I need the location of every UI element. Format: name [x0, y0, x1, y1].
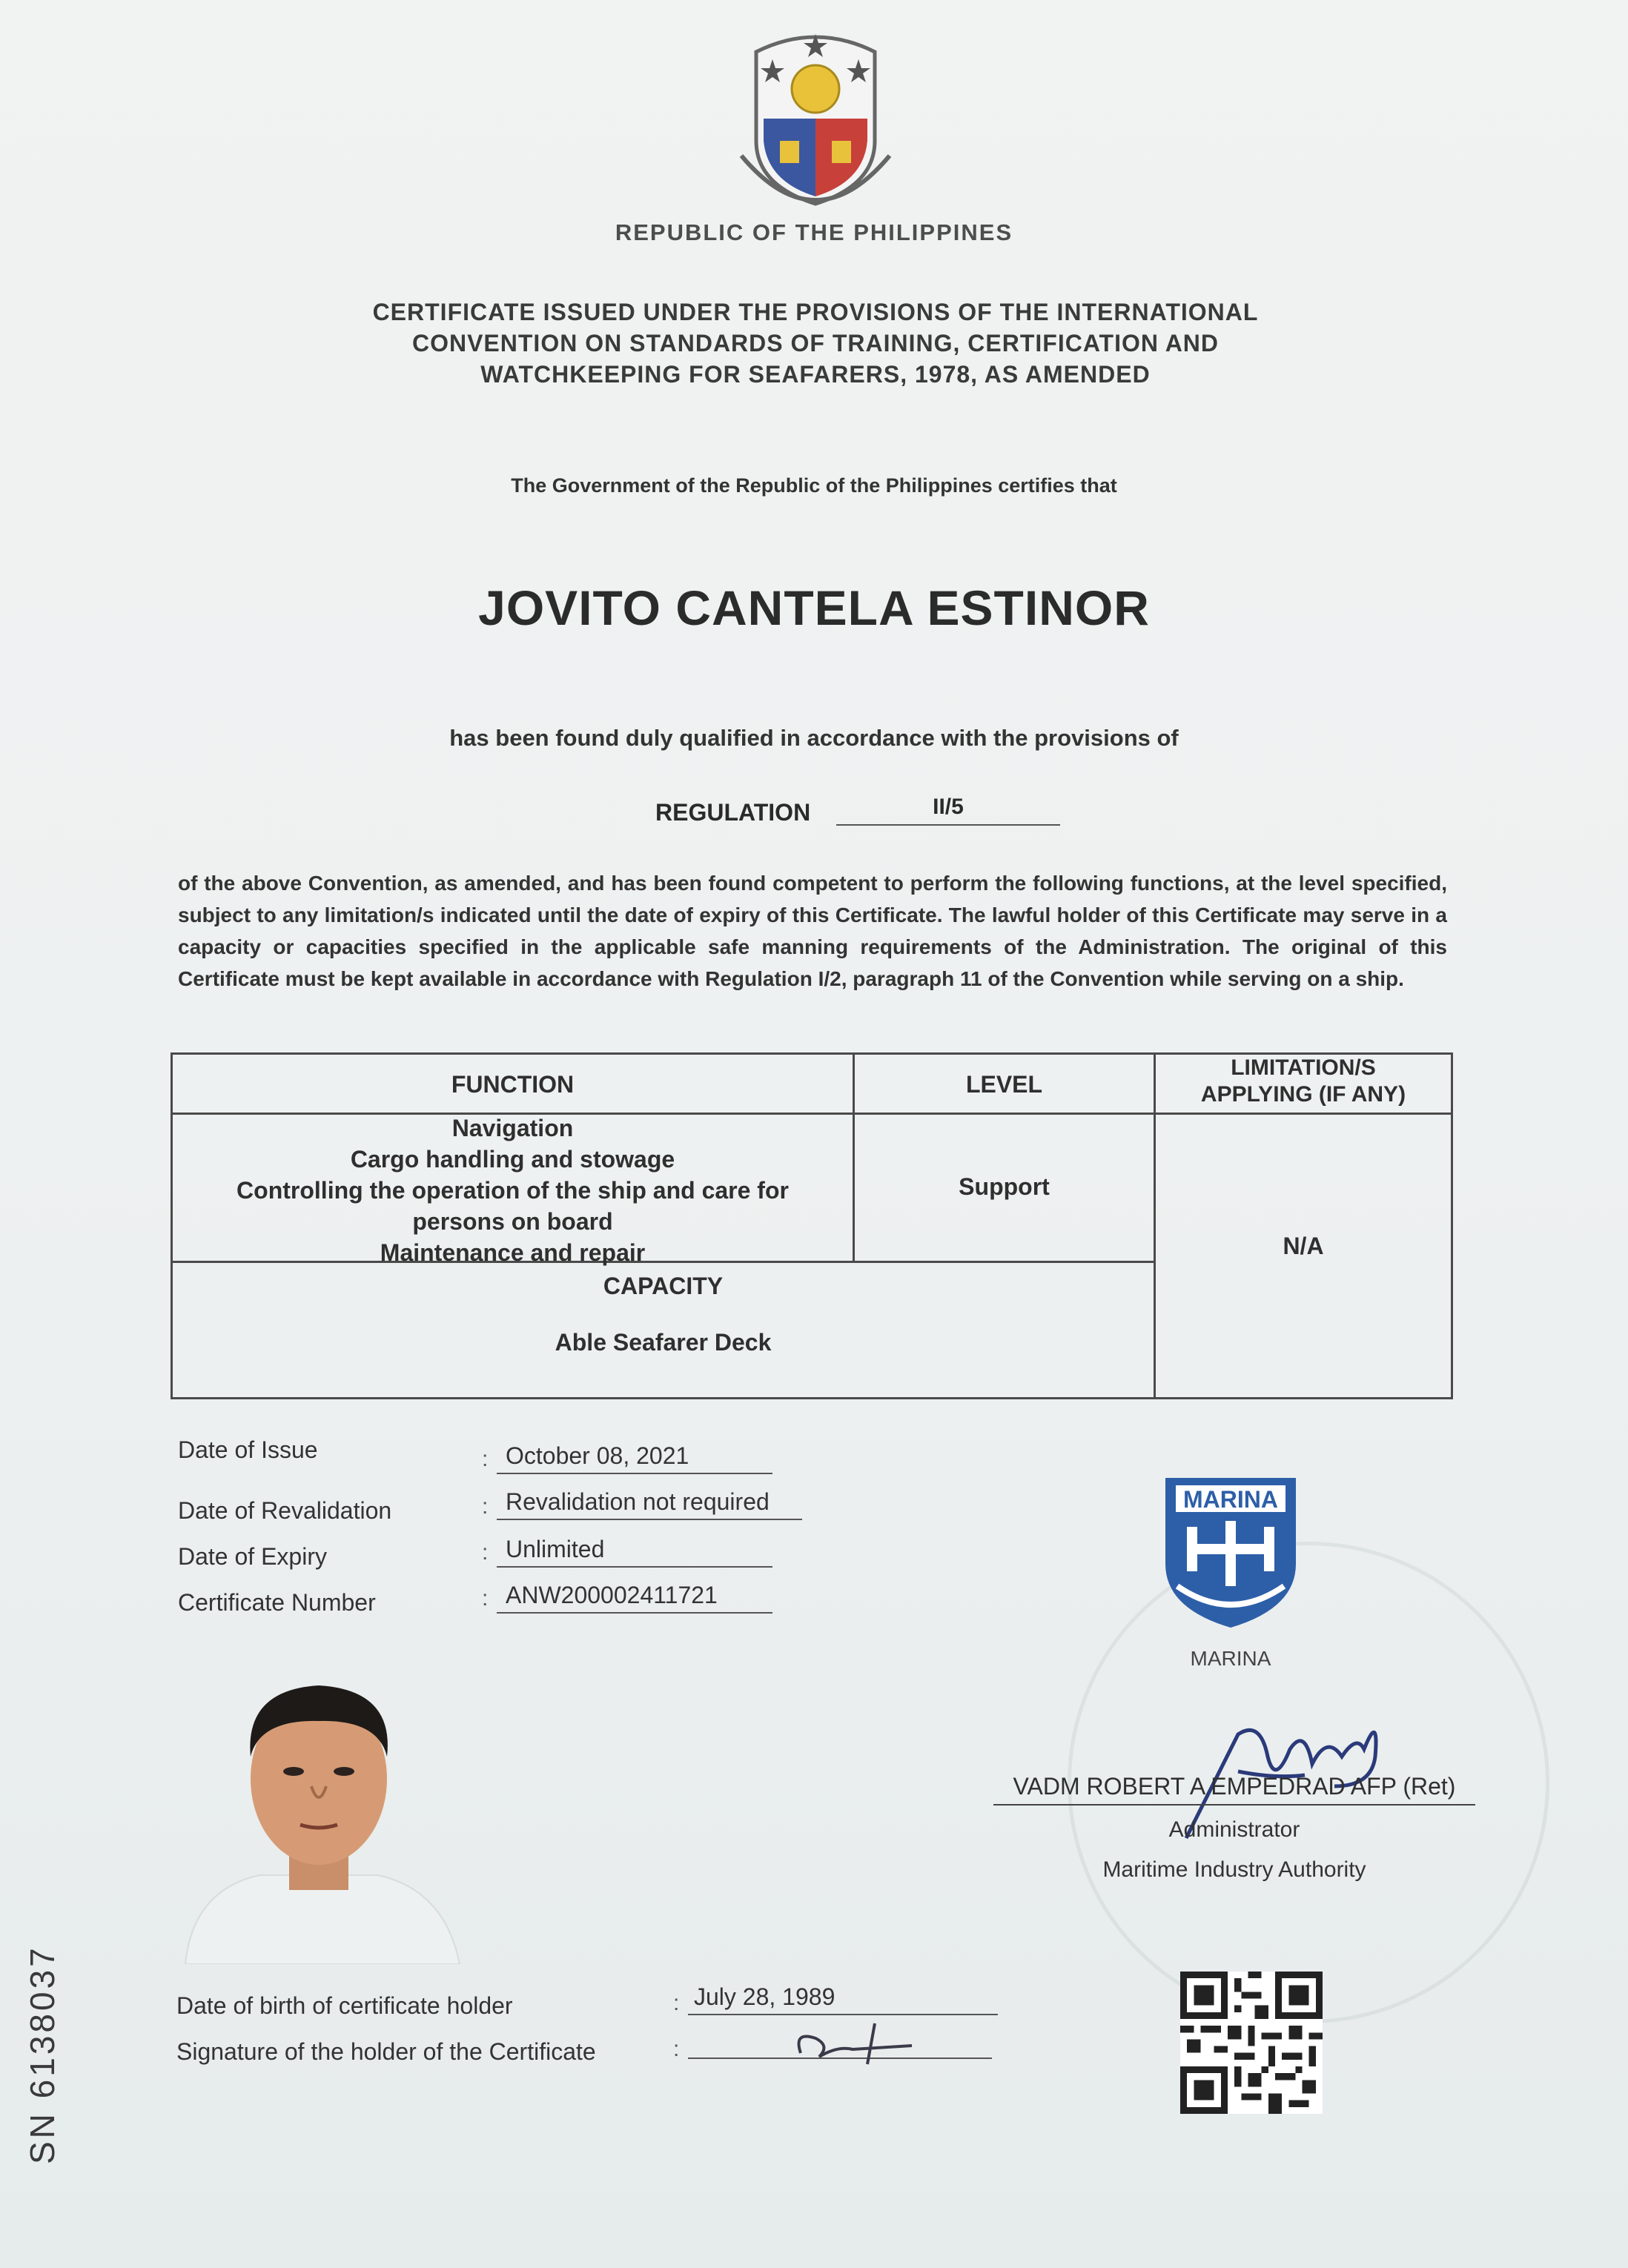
- date-of-revalidation: Revalidation not required: [497, 1488, 802, 1520]
- philippine-seal-icon: [727, 30, 904, 215]
- function-item: Cargo handling and stowage: [350, 1146, 675, 1173]
- regulation-underline: [836, 824, 1060, 826]
- detail-colon: :: [482, 1540, 489, 1565]
- dob-colon: :: [673, 1991, 680, 2015]
- holder-signature-colon: :: [673, 2037, 680, 2061]
- detail-colon: :: [482, 1586, 489, 1611]
- date-of-issue: October 08, 2021: [497, 1442, 772, 1474]
- functions-list: [173, 1113, 853, 1268]
- function-item: Maintenance and repair: [380, 1239, 646, 1266]
- functions-table: [171, 1052, 1453, 1399]
- title-line: CERTIFICATE ISSUED UNDER THE PROVISIONS OF THE INTERNATIONAL: [372, 299, 1259, 325]
- capacity-value: Able Seafarer Deck: [555, 1329, 772, 1356]
- header-limitation: [1156, 1055, 1451, 1108]
- signatory-organization: Maritime Industry Authority: [1102, 1857, 1366, 1882]
- level-value: Support: [959, 1173, 1050, 1200]
- detail-label: Date of Issue: [178, 1436, 318, 1463]
- title-line: WATCHKEEPING FOR SEAFARERS, 1978, AS AMENDED: [480, 361, 1151, 388]
- detail-colon: :: [482, 1494, 489, 1519]
- detail-colon: :: [482, 1447, 489, 1471]
- convention-body-text: of the above Convention, as amended, and has been found competent to perform the following functions, at the level specified, subject to any limitation/s indicated until the date of expiry of this Certificate. The lawful holder of this Certificate may serve in a capacity or capacities specified in the applicable safe manning requirements of the Administration. The original of this Certificate must be kept available in accordance with Regulation I/2, paragraph 11 of the Convention while serving on a ship.: [178, 872, 1447, 990]
- detail-label: Date of Expiry: [178, 1543, 327, 1570]
- certifies-statement: The Government of the Republic of the Philippines certifies that: [511, 474, 1117, 497]
- holder-photo: [163, 1653, 474, 1964]
- qualified-statement: has been found duly qualified in accordance with the provisions of: [449, 725, 1179, 751]
- regulation-label: REGULATION: [655, 799, 811, 826]
- function-item: persons on board: [412, 1208, 613, 1235]
- header-limitation-line: LIMITATION/S: [1231, 1055, 1376, 1080]
- dob-label: Date of birth of certificate holder: [176, 1992, 513, 2019]
- dob-value: July 28, 1989: [688, 1983, 998, 2015]
- certificate-title: [282, 296, 1349, 390]
- signatory-name: VADM ROBERT A EMPEDRAD AFP (Ret): [1013, 1773, 1456, 1800]
- certificate-number: ANW200002411721: [497, 1582, 772, 1614]
- republic-heading: REPUBLIC OF THE PHILIPPINES: [615, 219, 1013, 245]
- signature-line: [993, 1804, 1475, 1806]
- title-line: CONVENTION ON STANDARDS OF TRAINING, CERTIFICATION AND: [411, 330, 1220, 357]
- header-function: FUNCTION: [451, 1071, 575, 1098]
- capacity-label: CAPACITY: [603, 1273, 724, 1299]
- holder-signature-label: Signature of the holder of the Certificate: [176, 2038, 596, 2065]
- holder-name: JOVITO CANTELA ESTINOR: [478, 580, 1150, 635]
- serial-number: SN 6138037: [23, 1945, 62, 2164]
- header-level: LEVEL: [965, 1071, 1043, 1098]
- function-item: Navigation: [451, 1115, 574, 1141]
- date-of-expiry: Unlimited: [497, 1536, 772, 1568]
- qr-code: [1180, 1972, 1323, 2114]
- marina-logo-text: MARINA: [1183, 1486, 1278, 1513]
- marina-logo-icon: [1162, 1475, 1299, 1631]
- detail-label: Certificate Number: [178, 1589, 376, 1616]
- regulation-value: II/5: [933, 795, 964, 819]
- signatory-title: Administrator: [1168, 1817, 1300, 1842]
- marina-caption: MARINA: [1190, 1647, 1271, 1670]
- limitation-value: N/A: [1283, 1233, 1324, 1259]
- holder-signature: [786, 2016, 919, 2068]
- detail-label: Date of Revalidation: [178, 1497, 392, 1524]
- function-item: Controlling the operation of the ship and care for: [236, 1177, 789, 1204]
- header-limitation-line: APPLYING (IF ANY): [1200, 1082, 1406, 1107]
